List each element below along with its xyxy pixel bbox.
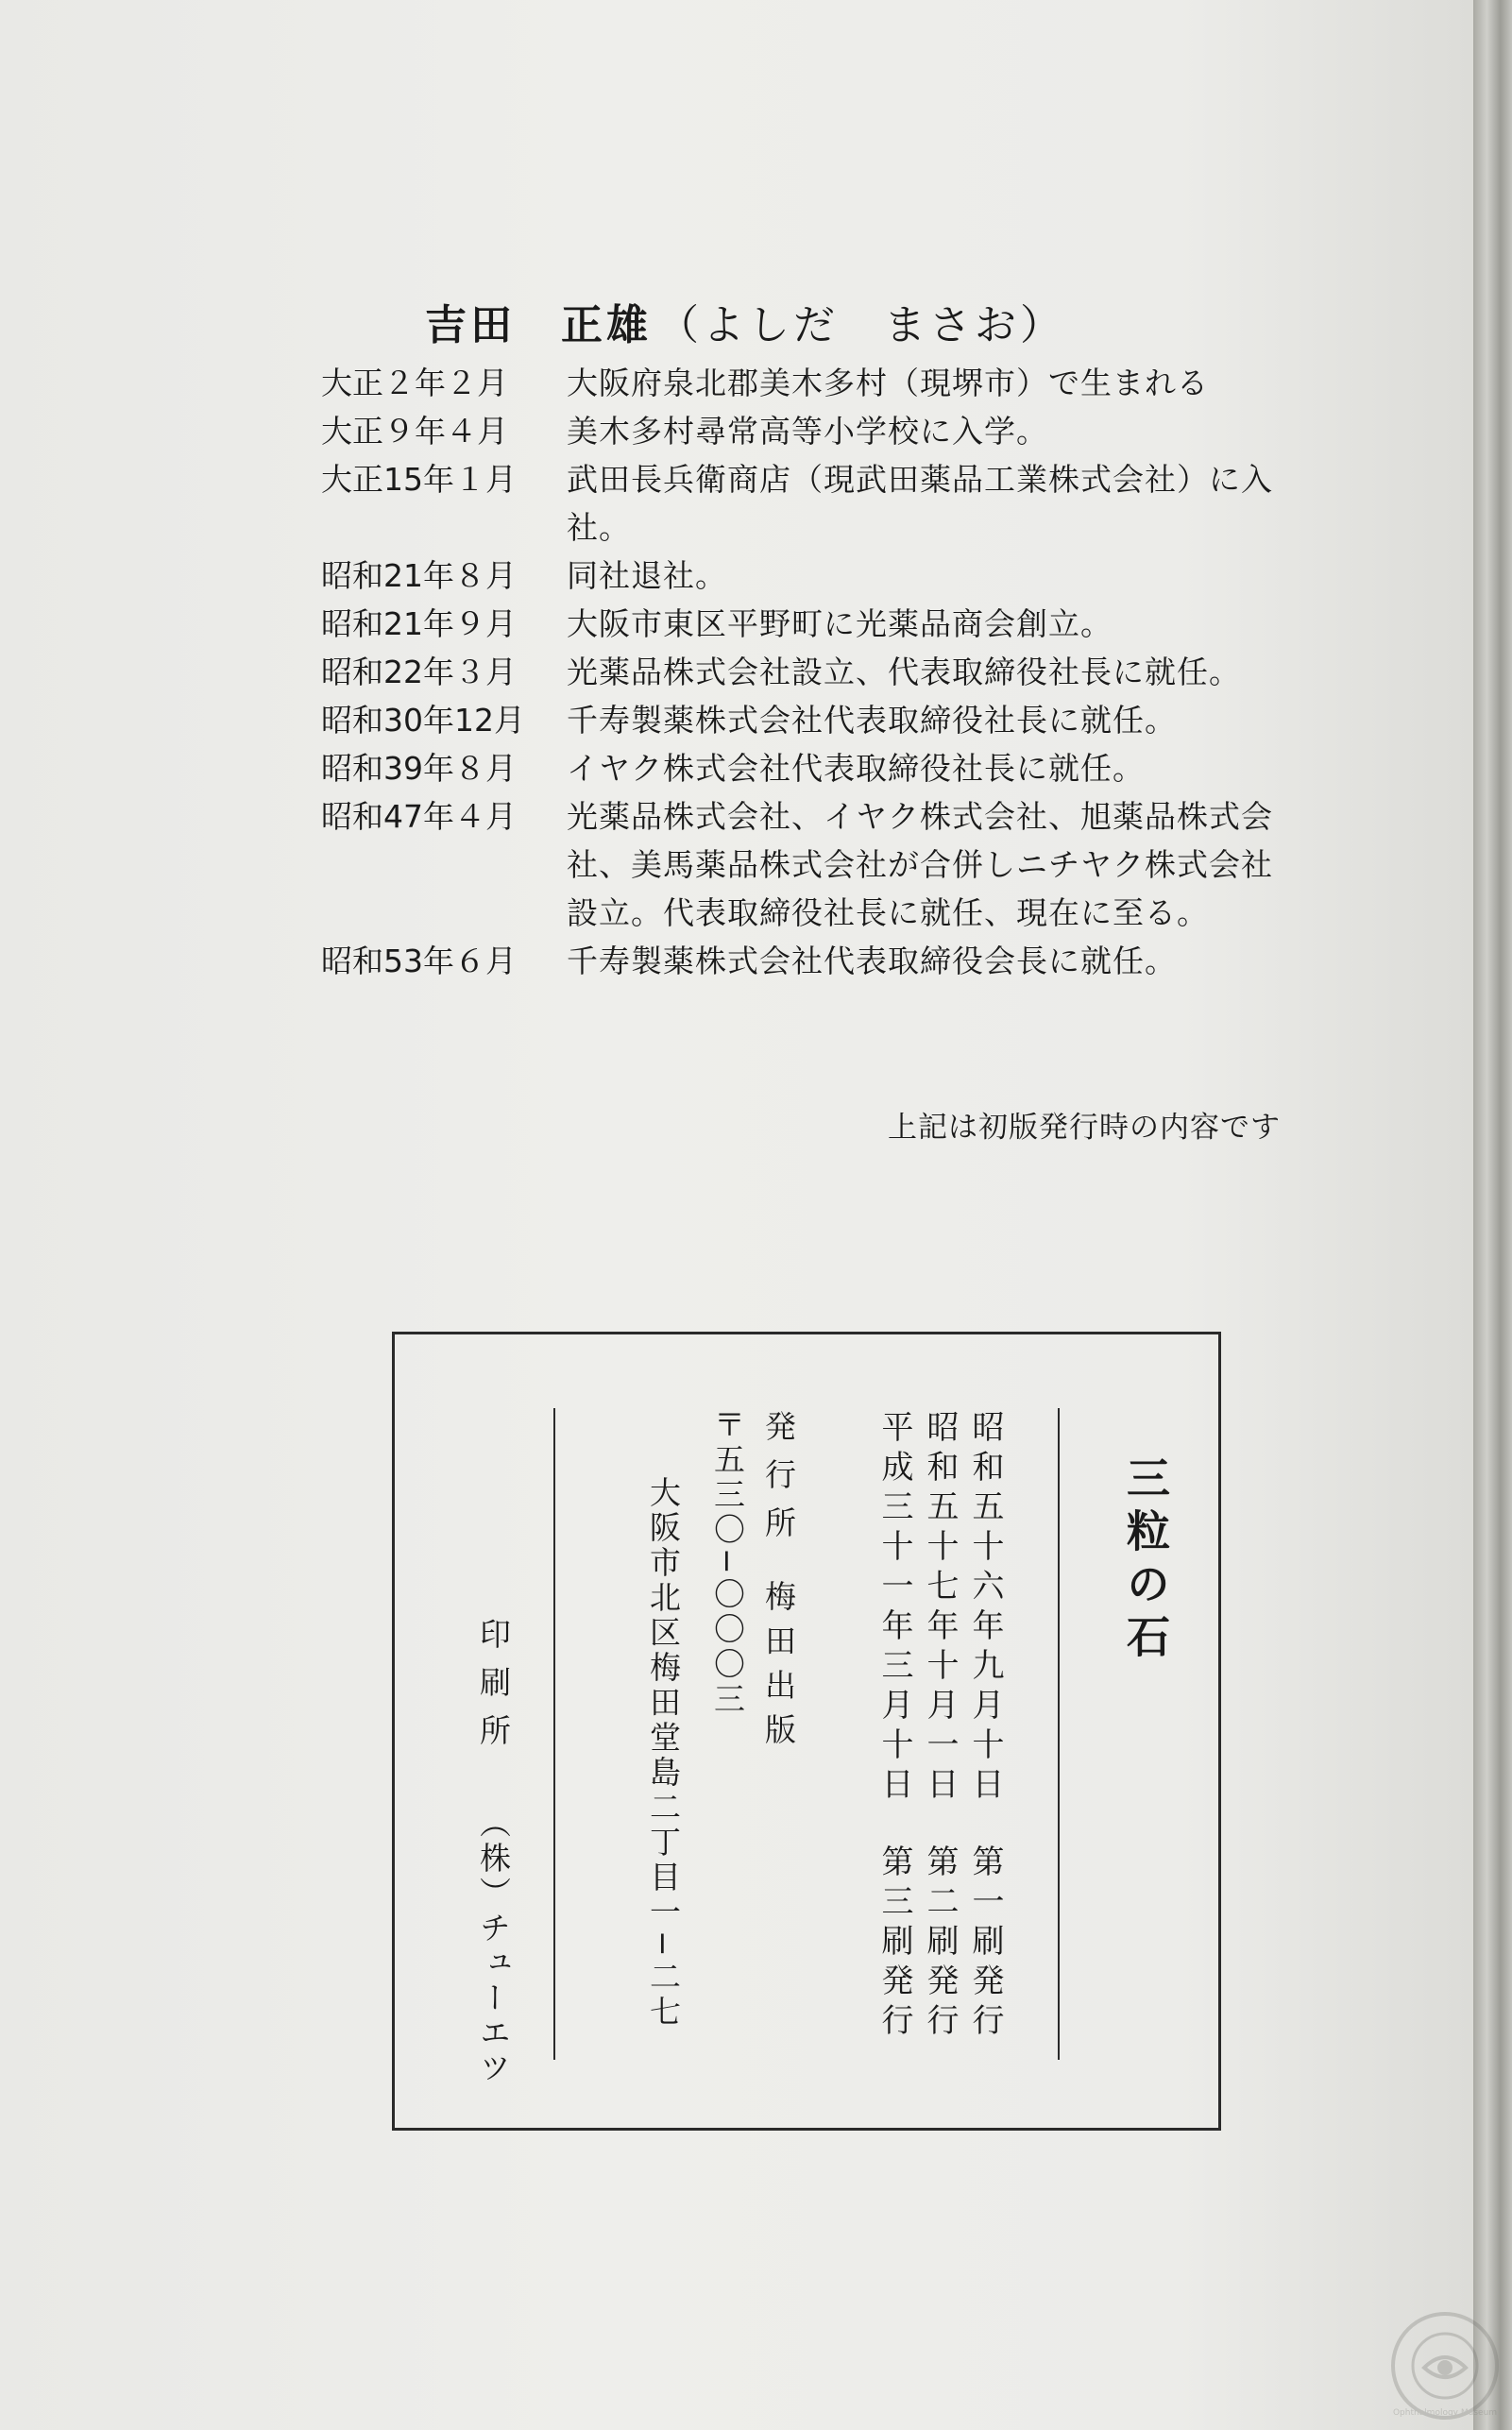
biography-entry — [321, 696, 1303, 744]
entry-date: 大正９年４月 — [321, 413, 508, 450]
title-divider — [1058, 1408, 1060, 2060]
publisher-label: 発行所 — [760, 1410, 797, 1555]
entry-date: 大正２年２月 — [321, 365, 508, 401]
edition-date-2: 昭和五十七年十月一日 — [921, 1410, 959, 1807]
biography-entry — [321, 792, 1303, 937]
entry-date: 昭和53年６月 — [321, 943, 517, 979]
postal-code: 〒五三〇−〇〇〇三 — [709, 1408, 746, 1718]
biography-entry — [321, 744, 1303, 792]
entry-event: 美木多村尋常高等小学校に入学。 — [567, 413, 1048, 450]
page-edge — [1473, 0, 1512, 2430]
printer-name: （株）チューエツ — [475, 1807, 512, 2086]
seal-text: Ophthalmology Museum — [1392, 2408, 1498, 2418]
author-biography — [321, 293, 1303, 985]
museum-seal-watermark — [1388, 2309, 1502, 2422]
biography-entries — [321, 359, 1303, 985]
printer-divider — [553, 1408, 555, 2060]
biography-entry — [321, 455, 1303, 552]
entry-event: 光薬品株式会社設立、代表取締役社長に就任。 — [567, 654, 1241, 690]
publisher-name: 梅田出版 — [760, 1580, 797, 1758]
entry-event: 武田長兵衛商店（現武田薬品工業株式会社）に入社。 — [567, 461, 1273, 546]
edition-date-1: 昭和五十六年九月十日 — [966, 1410, 1004, 1807]
entry-date: 昭和39年８月 — [321, 750, 517, 787]
biography-entry — [321, 359, 1303, 407]
biography-entry — [321, 937, 1303, 985]
edition-date-3: 平成三十一年三月十日 — [875, 1410, 913, 1807]
entry-date: 昭和21年９月 — [321, 605, 517, 642]
biography-entry — [321, 600, 1303, 648]
biography-entry — [321, 648, 1303, 696]
entry-date: 昭和47年４月 — [321, 798, 517, 835]
colophon-box — [392, 1332, 1221, 2131]
entry-event: イヤク株式会社代表取締役社長に就任。 — [567, 750, 1145, 787]
book-title: 三粒の石 — [1120, 1455, 1171, 1667]
printer-label: 印刷所 — [475, 1618, 512, 1762]
entry-date: 昭和21年８月 — [321, 557, 517, 594]
biography-entry — [321, 407, 1303, 455]
entry-event: 光薬品株式会社、イヤク株式会社、旭薬品株式会社、美馬薬品株式会社が合併しニチヤク株式会社設立。代表取締役社長に就任、現在に至る。 — [567, 798, 1273, 931]
entry-event: 大阪府泉北郡美木多村（現堺市）で生まれる — [567, 365, 1209, 401]
edition-label-1: 第一刷発行 — [966, 1844, 1004, 2043]
author-name-line — [425, 293, 1303, 359]
entry-date: 大正15年１月 — [321, 461, 517, 498]
edition-note: 上記は初版発行時の内容です — [888, 1111, 1281, 1145]
entry-date: 昭和22年３月 — [321, 654, 517, 690]
edition-label-2: 第二刷発行 — [921, 1844, 959, 2043]
entry-event: 千寿製薬株式会社代表取締役社長に就任。 — [567, 702, 1177, 739]
entry-event: 同社退社。 — [567, 557, 727, 594]
publisher-address: 大阪市北区梅田堂島二丁目一−二七 — [645, 1476, 682, 2031]
author-name-reading: （よしだ まさお） — [657, 301, 1065, 349]
entry-event: 千寿製薬株式会社代表取締役会長に就任。 — [567, 943, 1177, 979]
entry-event: 大阪市東区平野町に光薬品商会創立。 — [567, 605, 1113, 642]
entry-date: 昭和30年12月 — [321, 702, 525, 739]
biography-entry — [321, 552, 1303, 600]
edition-label-3: 第三刷発行 — [875, 1844, 913, 2043]
author-name: 吉田 正雄 — [425, 301, 652, 349]
